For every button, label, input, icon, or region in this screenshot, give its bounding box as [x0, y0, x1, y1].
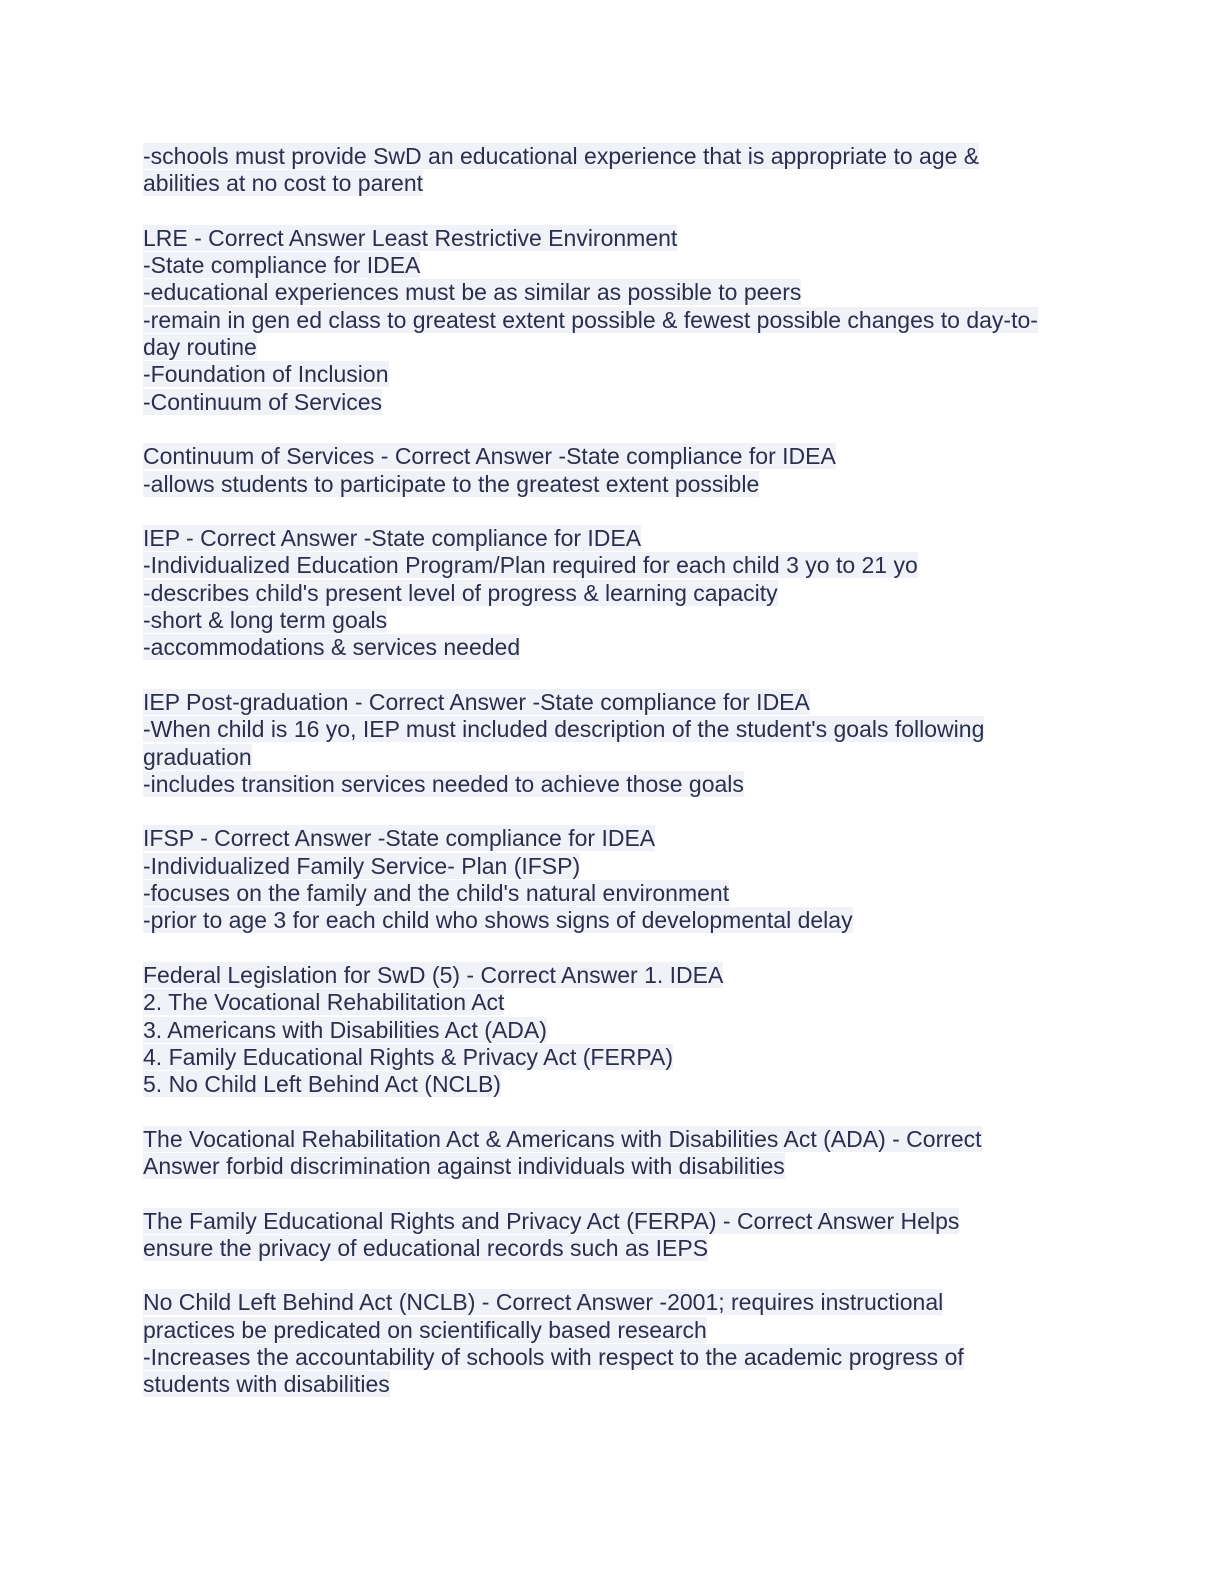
- text-line: day routine: [143, 334, 257, 361]
- text-line: -Increases the accountability of schools with respect to the academic progress of: [143, 1344, 964, 1371]
- text-line: -Foundation of Inclusion: [143, 361, 389, 388]
- text-line: 4. Family Educational Rights & Privacy Act (FERPA): [143, 1043, 674, 1070]
- text-line: -remain in gen ed class to greatest extent possible & fewest possible changes to day-to-: [143, 306, 1038, 333]
- text-line: -Individualized Family Service- Plan (IFSP): [143, 852, 581, 879]
- text-line: ensure the privacy of educational records such as IEPS: [143, 1234, 709, 1261]
- text-line: -accommodations & services needed: [143, 634, 521, 661]
- text-line: IEP Post-graduation - Correct Answer -State compliance for IDEA: [143, 688, 810, 715]
- text-line: IFSP - Correct Answer -State compliance for IDEA: [143, 825, 656, 852]
- text-block-lre: [143, 225, 1083, 416]
- text-block-federal-legislation: [143, 962, 1083, 1098]
- text-block-nclb: [143, 1289, 1083, 1398]
- text-line: No Child Left Behind Act (NCLB) - Correct Answer -2001; requires instructional: [143, 1289, 944, 1316]
- text-line: -prior to age 3 for each child who shows signs of developmental delay: [143, 907, 853, 934]
- text-line: -short & long term goals: [143, 607, 388, 634]
- text-block-iep: [143, 525, 1083, 661]
- text-line: -Individualized Education Program/Plan required for each child 3 yo to 21 yo: [143, 552, 918, 579]
- text-line: -allows students to participate to the greatest extent possible: [143, 470, 760, 497]
- text-block-iep-post-graduation: [143, 689, 1083, 798]
- text-line: -focuses on the family and the child's natural environment: [143, 880, 730, 907]
- text-block-ifsp: [143, 825, 1083, 934]
- text-line: -Continuum of Services: [143, 388, 383, 415]
- text-line: Federal Legislation for SwD (5) - Correct Answer 1. IDEA: [143, 961, 724, 988]
- text-line: Answer forbid discrimination against individuals with disabilities: [143, 1152, 785, 1179]
- text-line: -describes child's present level of progress & learning capacity: [143, 579, 778, 606]
- text-line: LRE - Correct Answer Least Restrictive Environment: [143, 224, 678, 251]
- text-line: 2. The Vocational Rehabilitation Act: [143, 989, 505, 1016]
- text-block-fape: [143, 143, 1083, 198]
- text-line: 3. Americans with Disabilities Act (ADA): [143, 1016, 547, 1043]
- text-line: -State compliance for IDEA: [143, 252, 421, 279]
- text-line: -schools must provide SwD an educational experience that is appropriate to age &: [143, 143, 980, 169]
- text-block-continuum: [143, 443, 1083, 498]
- text-line: graduation: [143, 743, 252, 770]
- text-line: The Family Educational Rights and Privacy Act (FERPA) - Correct Answer Helps: [143, 1207, 960, 1234]
- text-line: 5. No Child Left Behind Act (NCLB): [143, 1071, 501, 1098]
- text-line: IEP - Correct Answer -State compliance for IDEA: [143, 525, 642, 552]
- text-block-ferpa: [143, 1208, 1083, 1263]
- text-line: -When child is 16 yo, IEP must included description of the student's goals following: [143, 716, 985, 743]
- text-line: students with disabilities: [143, 1371, 390, 1398]
- text-line: The Vocational Rehabilitation Act & Americans with Disabilities Act (ADA) - Correct: [143, 1125, 982, 1152]
- text-line: abilities at no cost to parent: [143, 170, 423, 197]
- document-page: [143, 143, 1083, 1426]
- text-line: -educational experiences must be as similar as possible to peers: [143, 279, 802, 306]
- text-line: practices be predicated on scientifically based research: [143, 1316, 707, 1343]
- text-block-vocational-ada: [143, 1126, 1083, 1181]
- text-line: Continuum of Services - Correct Answer -State compliance for IDEA: [143, 443, 836, 470]
- text-line: -includes transition services needed to achieve those goals: [143, 770, 744, 797]
